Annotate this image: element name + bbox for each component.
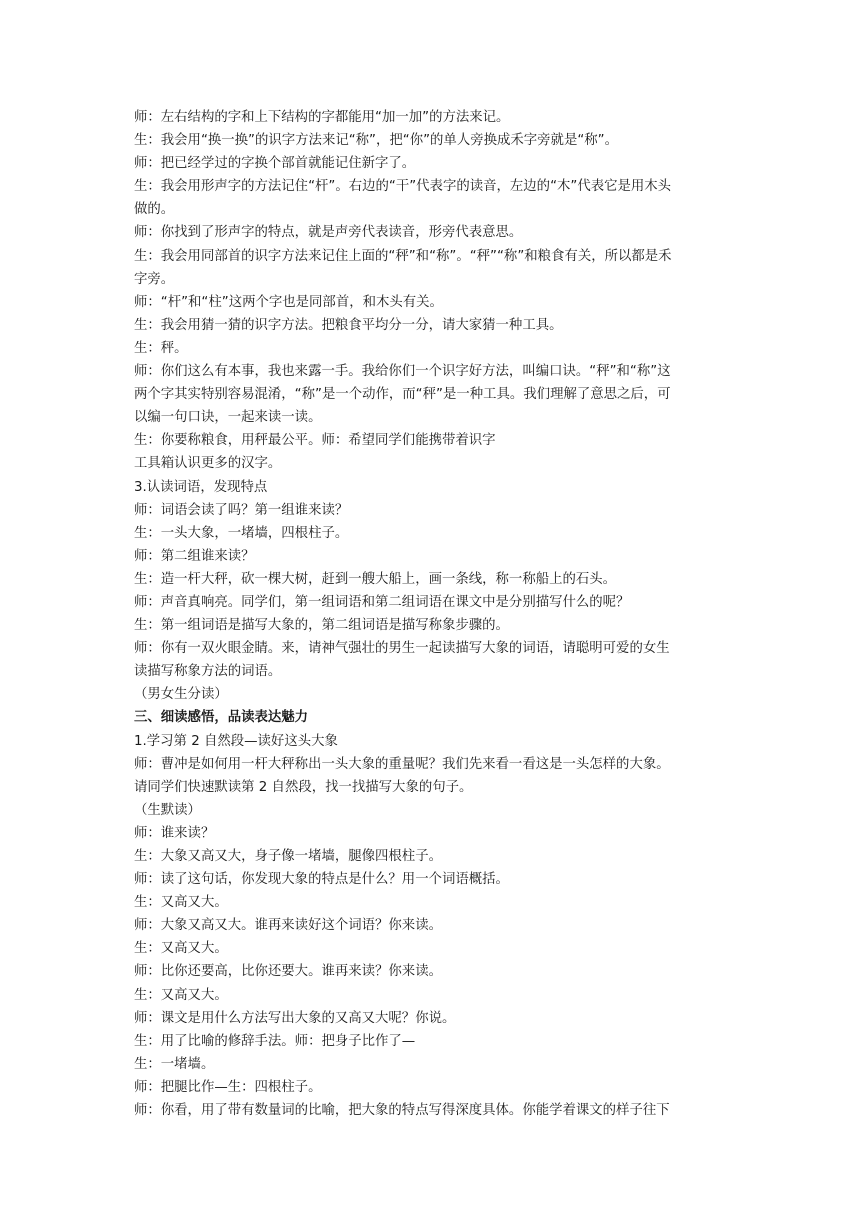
- text-line: 以编一句口诀，一起来读一读。: [134, 410, 322, 426]
- text-line: 生：大象又高又大，身子像一堵墙，腿像四根柱子。: [134, 849, 442, 864]
- text-line: 生：我会用“换一换”的识字方法来记“称”，把“你”的单人旁换成禾字旁就是“称”。: [134, 133, 618, 149]
- text-line: 师：“杆”和“柱”这两个字也是同部首，和木头有关。: [134, 294, 443, 310]
- text-line: 师：声音真响亮。同学们，第一组词语和第二组词语在课文中是分别描写什么的呢？: [134, 594, 630, 610]
- text-line: 师：比你还要高，比你还要大。谁再来读？你来读。: [134, 964, 442, 980]
- text-line: 师：把已经学过的字换个部首就能记住新字了。: [134, 156, 416, 172]
- text-line: （男女生分读）: [134, 687, 228, 703]
- section-heading: 三、细读感悟，品读表达魅力: [134, 710, 309, 726]
- text-line: 师：第二组谁来读？: [134, 548, 255, 564]
- text-line: 师：词语会读了吗？第一组谁来读？: [134, 502, 349, 518]
- text-line: 两个字其实特别容易混淆，“称”是一个动作，而“秤”是一种工具。我们理解了意思之后，可: [134, 387, 671, 403]
- text-line: 请同学们快速默读第 2 自然段，找一找描写大象的句子。: [134, 779, 473, 795]
- text-line: 3.认读词语，发现特点: [134, 479, 268, 495]
- text-line: 师：大象又高又大。谁再来读好这个词语？你来读。: [134, 918, 442, 934]
- text-line: 生：第一组词语是描写大象的，第二组词语是描写称象步骤的。: [134, 618, 509, 634]
- text-line: 生：用了比喻的修辞手法。师：把身子比作了—: [134, 1033, 416, 1049]
- text-line: 字旁。: [134, 271, 175, 287]
- text-line: 师：读了这句话，你发现大象的特点是什么？用一个词语概括。: [134, 872, 509, 888]
- text-line: 生：又高又大。: [134, 895, 228, 911]
- text-line: 生：一头大象，一堵墙，四根柱子。: [134, 525, 349, 541]
- text-line: 做的。: [134, 202, 175, 218]
- text-line: 1.学习第 2 自然段—读好这头大象: [134, 733, 338, 749]
- text-line: 师：你有一双火眼金睛。来，请神气强壮的男生一起读描写大象的词语，请聪明可爱的女生: [134, 641, 670, 657]
- text-line: 读描写称象方法的词语。: [134, 664, 282, 680]
- text-line: 师：你们这么有本事，我也来露一手。我给你们一个识字好方法，叫编口诀。“秤”和“称”这: [134, 364, 671, 380]
- text-line: 师：把腿比作—生：四根柱子。: [134, 1079, 322, 1095]
- text-line: 生：又高又大。: [134, 987, 228, 1003]
- text-line: 师：曹冲是如何用一杆大秤称出一头大象的重量呢？我们先来看一看这是一头怎样的大象。: [134, 756, 670, 772]
- text-line: 师：你看，用了带有数量词的比喻，把大象的特点写得深度具体。你能学着课文的样子往下: [134, 1103, 670, 1119]
- text-line: 生：造一杆大秤，砍一棵大树，赶到一艘大船上，画一条线，称一称船上的石头。: [134, 571, 617, 587]
- text-line: 工具箱认识更多的汉字。: [134, 456, 282, 472]
- text-line: 师：课文是用什么方法写出大象的又高又大呢？你说。: [134, 1010, 456, 1026]
- text-line: 生：又高又大。: [134, 941, 228, 957]
- text-line: 生：秤。: [134, 340, 188, 356]
- text-line: 师：左右结构的字和上下结构的字都能用“加一加”的方法来记。: [134, 110, 510, 125]
- text-line: 生：我会用形声字的方法记住“杆”。右边的“干”代表字的读音，左边的“木”代表它是用木头: [134, 179, 672, 195]
- text-line: 生：你要称粮食，用秤最公平。师：希望同学们能携带着识字: [134, 433, 496, 449]
- text-line: （生默读）: [134, 802, 201, 818]
- text-line: 师：你找到了形声字的特点，就是声旁代表读音，形旁代表意思。: [134, 225, 523, 241]
- text-line: 生：我会用猜一猜的识字方法。把粮食平均分一分，请大家猜一种工具。: [134, 317, 563, 333]
- text-line: 生：我会用同部首的识字方法来记住上面的“秤”和“称”。“秤”“称”和粮食有关，所以都是禾: [134, 248, 672, 264]
- text-line: 师：谁来读？: [134, 825, 215, 841]
- text-line: 生：一堵墙。: [134, 1056, 215, 1072]
- document-body: [134, 106, 738, 1122]
